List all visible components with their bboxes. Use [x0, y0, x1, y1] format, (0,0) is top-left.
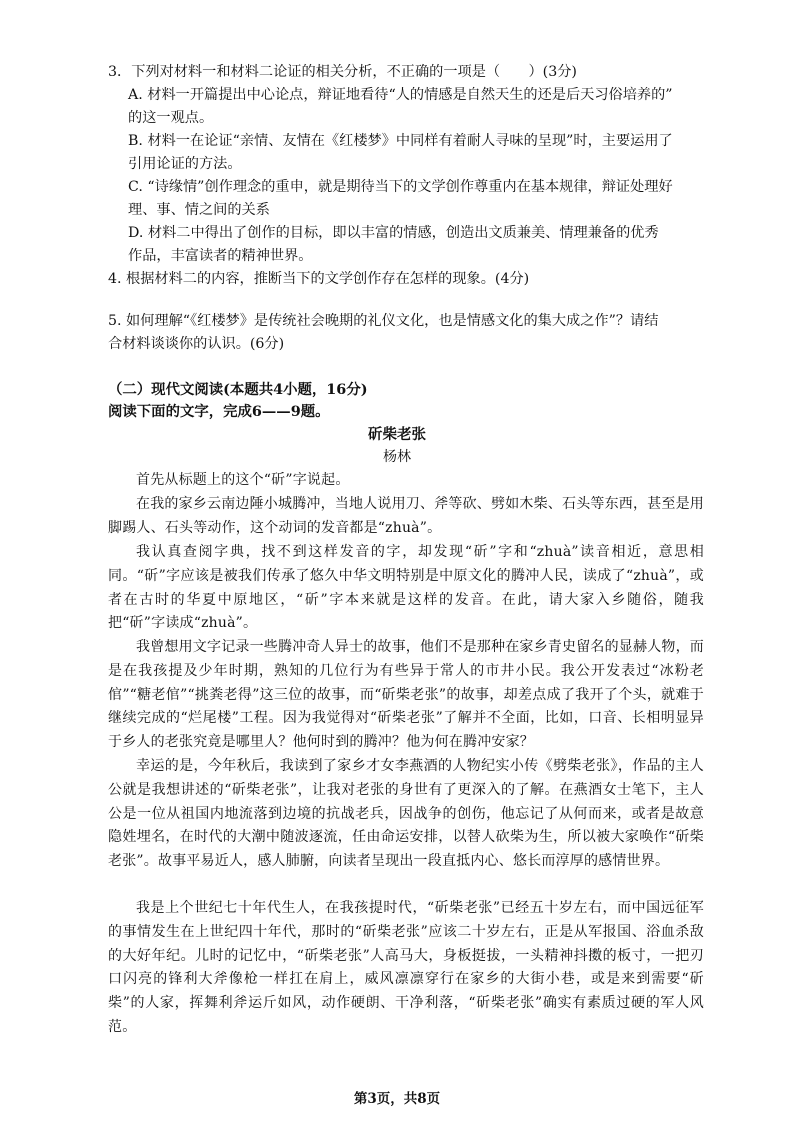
question-3-option-c: C. “诗缘情”创作理念的重申，就是期待当下的文学创作尊重内在基本规律，辩证处理好 — [128, 179, 673, 195]
question-3-option-b-cont: 引用论证的方法。 — [128, 156, 242, 172]
question-5-line-2: 合材料谈谈你的认识。(6分) — [108, 336, 285, 352]
article-paragraph-4: 我曾想用文字记录一些腾冲奇人异士的故事，他们不是那种在家乡青史留名的显赫人物，而是在我孩提及少年时期，熟知的几位行为有些异于常人的市井小民。我公开发表过“冰粉老倌”“糖老倌”“挑粪老得”这三位的故事，而“斫柴老张”的故事，却差点成了我开了个头，就难于继续完成的“烂尾楼”工程。因为我觉得对“斫柴老张”了解并不全面，比如，口音、长相明显异于乡人的老张究竟是哪里人？他何时到的腾冲？他为何在腾冲安家？ — [108, 639, 704, 751]
article-paragraph-2: 在我的家乡云南边陲小城腾冲，当地人说用刀、斧等砍、劈如木柴、石头等东西，甚至是用脚踢人、石头等动作，这个动词的发音都是“zhuà”。 — [108, 496, 704, 536]
article-paragraph-1: 首先从标题上的这个“斫”字说起。 — [136, 472, 350, 488]
question-3-option-c-cont: 理、事、情之间的关系 — [128, 202, 270, 218]
article-paragraph-6: 我是上个世纪七十年代生人，在我孩提时代，“斫柴老张”已经五十岁左右，而中国远征军的事情发生在上世纪四十年代，那时的“斫柴老张”应该二十岁左右，正是从军报国、浴血杀敌的大好年纪。儿时的记忆中，“斫柴老张”人高马大，身板挺拔，一头精神抖擞的板寸，一把刃口闪亮的锋利大斧像枪一样扛在肩上，威风凛凛穿行在家乡的大街小巷，或是来到需要“斫柴”的人家，挥舞利斧运斤如风，动作硬朗、干净利落，“斫柴老张”确实有素质过硬的军人风范。 — [108, 900, 704, 1035]
question-3-option-b: B. 材料一在论证“亲情、友情在《红楼梦》中同样有着耐人寻味的呈现”时，主要运用了 — [128, 133, 673, 149]
article-paragraph-5: 幸运的是，今年秋后，我读到了家乡才女李燕酒的人物纪实小传《劈柴老张》，作品的主人公就是我想讲述的“斫柴老张”，让我对老张的身世有了更深入的了解。在燕酒女士笔下，主人公是一位从祖国内地流落到边境的抗战老兵，因战争的创伤，他忘记了从何而来，或者是故意隐姓埋名，在时代的大潮中随波逐流，任由命运安排，以替人砍柴为生，所以被大家唤作“斫柴老张”。故事平易近人，感人肺腑，向读者呈现出一段直抵内心、悠长而淳厚的感情世界。 — [108, 758, 704, 870]
article-author: 杨林 — [383, 449, 411, 465]
article-paragraph-3: 我认真查阅字典，找不到这样发音的字，却发现“斫”字和“zhuà”读音相近，意思相同。“斫”字应该是被我们传承了悠久中华文明特别是中原文化的腾冲人民，读成了“zhuà”，或者在古时的华夏中原地区，“斫”字本来就是这样的发音。在此，请大家入乡随俗，随我把“斫”字读成“zhuà”。 — [108, 544, 704, 632]
question-4: 4. 根据材料二的内容，推断当下的文学创作存在怎样的现象。(4分) — [108, 271, 530, 287]
question-3-option-d: D. 材料二中得出了创作的目标，即以丰富的情感，创造出文质兼美、情理兼备的优秀 — [128, 225, 659, 241]
section-heading: （二）现代文阅读(本题共4小题，16分) — [108, 381, 368, 398]
section-instruction: 阅读下面的文字，完成6——9题。 — [108, 403, 330, 420]
article-title: 斫柴老张 — [368, 426, 426, 443]
question-3-option-a: A. 材料一开篇提出中心论点，辩证地看待“人的情感是自然天生的还是后天习俗培养的” — [128, 87, 673, 103]
question-3-option-a-cont: 的这一观点。 — [128, 110, 214, 126]
page-footer: 第3页，共8页 — [353, 1091, 441, 1107]
question-5-line-1: 5. 如何理解“《红楼梦》是传统社会晚期的礼仪文化，也是情感文化的集大成之作”？请结 — [108, 313, 659, 329]
question-3-option-d-cont: 作品，丰富读者的精神世界。 — [128, 248, 313, 264]
question-3-stem: 3．下列对材料一和材料二论证的相关分析，不正确的一项是（ ）(3分) — [108, 64, 577, 80]
